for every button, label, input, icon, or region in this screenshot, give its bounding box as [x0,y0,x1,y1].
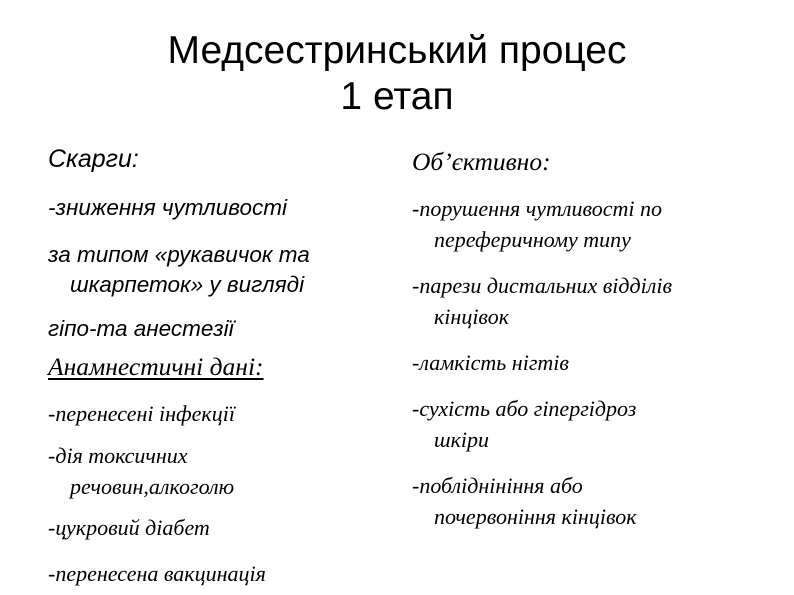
complaints-heading: Скарги: [48,145,139,173]
anamnesis-line: -перенесена вакцинація [48,561,266,586]
anamnesis-line: -перенесені інфекції [48,401,235,426]
slide-title-line-2: 1 етап [340,75,454,118]
finding-line: -порушення чутливості по [412,196,662,221]
anamnesis-item [48,440,234,502]
anamnesis-line: -цукровий діабет [48,515,210,540]
complaint-item [48,240,310,300]
finding-line: -побліднініння або [412,473,583,498]
finding-item [412,393,636,455]
finding-line: шкіри [434,427,490,452]
anamnesis-heading: Анамнестичні дані: [48,352,264,381]
anamnesis-item [48,558,266,589]
complaint-line: -зниження чутливості [48,195,287,220]
finding-line: переферичному типу [434,227,631,252]
finding-item [412,347,569,378]
finding-line: почервоніння кінцівок [434,504,637,529]
slide-title [0,28,794,120]
complaint-item [48,314,234,344]
slide-title-line-1: Медсестринський процес [167,29,627,72]
anamnesis-line: речовин,алкоголю [70,474,235,499]
anamnesis-item [48,512,210,543]
anamnesis-line: -дія токсичних [48,443,188,468]
finding-item [412,270,672,332]
objective-heading: Об’єктивно: [412,147,551,176]
complaint-line: за типом «рукавичок та [48,242,310,267]
complaint-line: гіпо-та анестезії [48,316,234,341]
finding-line: -ламкість нігтів [412,350,569,375]
finding-line: -сухість або гіпергідроз [412,396,637,421]
complaint-item [48,193,287,223]
finding-line: кінцівок [434,304,509,329]
finding-item [412,470,637,532]
anamnesis-item [48,398,235,429]
finding-item [412,193,662,255]
complaint-line: шкарпеток» у вигляді [70,272,305,297]
finding-line: -парези дистальних відділів [412,273,673,298]
